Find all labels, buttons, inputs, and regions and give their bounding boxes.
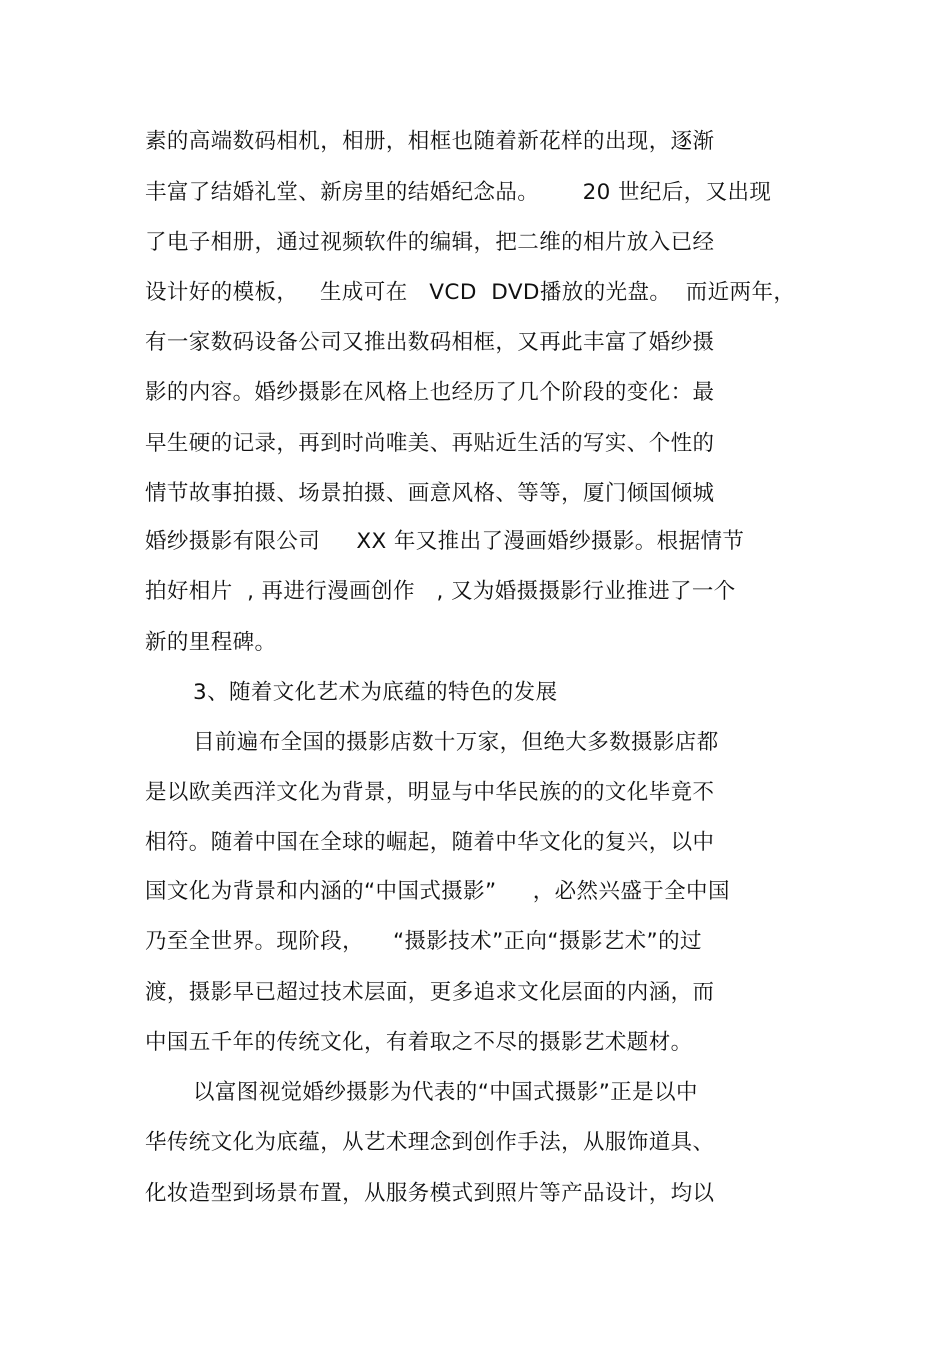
text-line: 华传统文化为底蕴，从艺术理念到创作手法，从服饰道具、 bbox=[145, 1130, 715, 1155]
text-line: 影的内容。婚纱摄影在风格上也经历了几个阶段的变化：最 bbox=[145, 380, 715, 405]
text-line: 素的高端数码相机，相册，相框也随着新花样的出现，逐渐 bbox=[145, 129, 715, 154]
text-line: 国文化为背景和内涵的“中国式摄影” ，必然兴盛于全中国 bbox=[145, 879, 730, 904]
text-line: 渡，摄影早已超过技术层面，更多追求文化层面的内涵，而 bbox=[145, 980, 715, 1005]
section-heading: 3、随着文化艺术为底蕴的特色的发展 bbox=[193, 680, 558, 705]
text-line: 化妆造型到场景布置，从服务模式到照片等产品设计，均以 bbox=[145, 1181, 715, 1206]
text-line: 情节故事拍摄、场景拍摄、画意风格、等等，厦门倾国倾城 bbox=[145, 481, 715, 506]
text-line: 丰富了结婚礼堂、新房里的结婚纪念品。 20 世纪后，又出现 bbox=[145, 180, 772, 205]
text-line: 了电子相册，通过视频软件的编辑，把二维的相片放入已经 bbox=[145, 230, 715, 255]
text-line: 相符。随着中国在全球的崛起，随着中华文化的复兴，以中 bbox=[145, 830, 715, 855]
text-line: 是以欧美西洋文化为背景，明显与中华民族的的文化毕竟不 bbox=[145, 780, 715, 805]
text-line: 新的里程碑。 bbox=[145, 630, 277, 655]
text-line: 拍好相片 , 再进行漫画创作 , 又为婚摄摄影行业推进了一个 bbox=[145, 579, 736, 604]
paragraph-start-line: 以富图视觉婚纱摄影为代表的“中国式摄影”正是以中 bbox=[193, 1080, 698, 1105]
text-line: 早生硬的记录，再到时尚唯美、再贴近生活的写实、个性的 bbox=[145, 431, 715, 456]
text-line: 婚纱摄影有限公司 XX 年又推出了漫画婚纱摄影。根据情节 bbox=[145, 529, 745, 554]
text-line: 乃至全世界。现阶段， “摄影技术”正向“摄影艺术”的过 bbox=[145, 929, 702, 954]
text-line: 设计好的模板， 生成可在 VCD DVD播放的光盘。 而近两年， bbox=[145, 280, 796, 305]
paragraph-start-line: 目前遍布全国的摄影店数十万家，但绝大多数摄影店都 bbox=[193, 730, 719, 755]
text-line: 有一家数码设备公司又推出数码相框，又再此丰富了婚纱摄 bbox=[145, 330, 715, 355]
text-line: 中国五千年的传统文化，有着取之不尽的摄影艺术题材。 bbox=[145, 1030, 693, 1055]
